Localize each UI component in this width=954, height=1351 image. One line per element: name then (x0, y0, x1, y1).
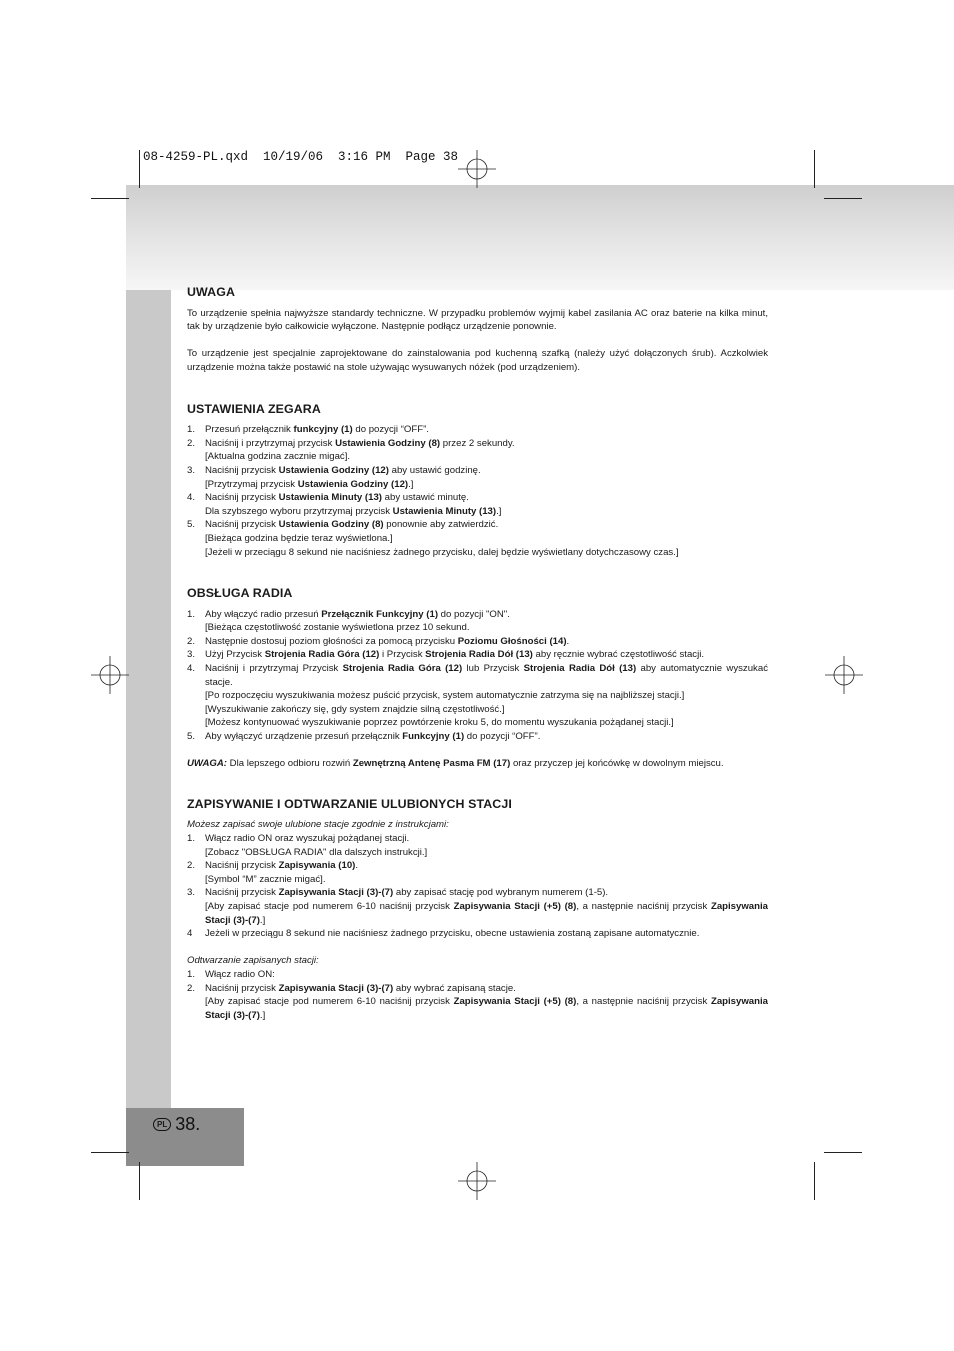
item-number: 5. (187, 731, 196, 743)
item-number: 4. (187, 663, 196, 675)
item-note: [Aby zapisać stacje pod numerem 6-10 naciśnij przycisk Zapisywania Stacji (+5) (8), a następnie naciśnij przycisk Zapisywania Stacji (3)-(7).] (205, 996, 769, 1021)
item-number: 1. (187, 608, 196, 620)
list-item (187, 423, 768, 437)
item-number: 3. (187, 464, 196, 476)
list-item (187, 464, 768, 478)
button-reference: Funkcyjny (1) (402, 731, 465, 743)
button-reference: Ustawienia Godziny (8) (278, 519, 384, 531)
item-text: aby ustawić minutę. (382, 492, 469, 504)
section-title: OBSŁUGA RADIA (187, 586, 293, 601)
crop-mark (91, 198, 129, 199)
registration-mark-top (458, 150, 496, 188)
item-note: [Aktualna godzina zacznie migać]. (205, 451, 351, 463)
button-reference: Strojenia Radia Dół (13) (523, 663, 637, 675)
section-stations (187, 798, 768, 1023)
list-item (187, 635, 768, 649)
item-text: . (355, 860, 359, 872)
crop-mark (824, 1152, 862, 1153)
crop-mark (91, 1152, 129, 1153)
item-text: Naciśnij przycisk (205, 860, 279, 872)
item-number: 1. (187, 833, 196, 844)
item-text: przez 2 sekundy. (440, 437, 515, 449)
button-reference: Zapisywania (10) (278, 860, 356, 872)
item-number: 5. (187, 519, 196, 531)
item-text: do pozycji “OFF”. (352, 424, 429, 436)
item-text: Przesuń przełącznik (205, 424, 294, 436)
crop-mark (814, 1162, 815, 1200)
item-text: Naciśnij przycisk (205, 982, 279, 994)
section-radio (187, 587, 768, 771)
item-note: [Symbol “M” zacznie migać]. (205, 873, 326, 885)
registration-mark-bottom (458, 1162, 496, 1200)
button-reference: Ustawienia Minuty (13) (278, 492, 382, 504)
item-number: 4 (187, 928, 193, 940)
item-note: [Po rozpoczęciu wyszukiwania możesz puścić przycisk, system automatycznie zatrzyma się na najbliższej stacji.] (205, 690, 685, 702)
registration-mark-right (825, 656, 863, 694)
item-text: Naciśnij przycisk (205, 464, 279, 476)
button-reference: Poziomu Głośności (14) (457, 635, 567, 647)
item-number: 4. (187, 492, 196, 504)
button-reference: Strojenia Radia Góra (12) (264, 649, 380, 661)
list-item (187, 982, 768, 996)
button-reference: Przełącznik Funkcyjny (1) (321, 608, 439, 620)
list-item (187, 662, 768, 689)
item-note: [Bieżąca godzina będzie teraz wyświetlona.] (205, 532, 393, 544)
item-text: aby zapisać stację pod wybranym numerem (1-5). (393, 887, 609, 899)
list-item (187, 730, 768, 744)
list-item (187, 491, 768, 505)
button-reference: Strojenia Radia Dół (13) (425, 649, 533, 661)
note-label: UWAGA: (187, 758, 227, 770)
item-text: Jeżeli w przeciągu 8 sekund nie naciśniesz żadnego przycisku, obecne ustawienia zostaną zapisane automatycznie. (205, 928, 700, 940)
item-number: 2. (187, 860, 196, 872)
item-number: 1. (187, 424, 196, 436)
registration-mark-left (91, 656, 129, 694)
side-gray-bar (126, 290, 171, 1110)
crop-mark (139, 1162, 140, 1200)
section-title: USTAWIENIA ZEGARA (187, 401, 321, 416)
item-note: [Przytrzymaj przycisk Ustawienia Godziny (12).] (205, 478, 414, 490)
item-text: aby ręcznie wybrać częstotliwość stacji. (532, 649, 705, 661)
intro-text: Możesz zapisać swoje ulubione stacje zgodnie z instrukcjami: (187, 819, 449, 831)
list-item (187, 437, 768, 451)
section-title: UWAGA (187, 285, 235, 299)
list-item (187, 648, 768, 662)
item-note: Dla szybszego wyboru przytrzymaj przycisk Ustawienia Minuty (13).] (205, 505, 502, 517)
item-text: aby ustawić godzinę. (388, 464, 481, 476)
list-item (187, 518, 768, 532)
item-text: Następnie dostosuj poziom głośności za pomocą przycisku (205, 635, 458, 647)
item-note: [Wyszukiwanie zakończy się, gdy system znajdzie silną częstotliwość.] (205, 703, 505, 715)
item-text: Naciśnij i przytrzymaj Przycisk (205, 663, 343, 675)
item-note: [Aby zapisać stacje pod numerem 6-10 naciśnij przycisk Zapisywania Stacji (+5) (8), a następnie naciśnij przycisk Zapisywania Stacji (3)-(7).] (205, 900, 769, 926)
item-text: do pozycji “OFF”. (464, 731, 541, 743)
item-text: Użyj Przycisk (205, 649, 265, 661)
item-text: Naciśnij przycisk (205, 887, 279, 899)
item-text: Aby wyłączyć urządzenie przesuń przełącznik (205, 731, 403, 743)
intro-text: Odtwarzanie zapisanych stacji: (187, 955, 319, 967)
item-text: Naciśnij przycisk (205, 492, 279, 504)
section-clock (187, 403, 768, 560)
item-note: [Bieżąca częstotliwość zostanie wyświetlona przez 10 sekund. (205, 622, 470, 634)
button-reference: Strojenia Radia Góra (12) (342, 663, 463, 675)
list-item (187, 927, 768, 941)
item-number: 2. (187, 437, 196, 449)
section-uwaga (187, 286, 768, 375)
button-reference: funkcyjny (1) (293, 424, 353, 436)
item-number: 2. (187, 982, 196, 994)
item-text: aby wybrać zapisaną stacje. (393, 982, 516, 994)
page-number (153, 1114, 200, 1135)
section-title: ZAPISYWANIE I ODTWARZANIE ULUBIONYCH STACJI (187, 796, 512, 811)
list-item (187, 832, 768, 846)
paragraph: To urządzenie jest specjalnie zaprojektowane do zainstalowania pod kuchenną szafką (należy użyć dołączonych śrub). Aczkolwiek urządzenie można także postawić na stole używając wysuwanych nóżek (pod urządzeniem). (187, 348, 768, 373)
item-number: 2. (187, 635, 196, 647)
list-item (187, 859, 768, 873)
item-text: Włącz radio ON: (205, 968, 275, 980)
main-content (187, 286, 768, 1022)
header-gradient-band (126, 185, 954, 290)
crop-mark (814, 150, 815, 188)
page-number-text: 38. (175, 1114, 201, 1134)
item-text: aby automatycznie wyszukać stacje. (205, 663, 768, 688)
crop-mark (824, 198, 862, 199)
item-note: [Jeżeli w przeciągu 8 sekund nie naciśniesz żadnego przycisku, dalej będzie wyświetlany dotychczasowy czas.] (205, 546, 679, 558)
item-note: [Możesz kontynuować wyszukiwanie poprzez powtórzenie kroku 5, do momentu wyszukania pożądanej stacji.] (205, 717, 674, 729)
paragraph: To urządzenie spełnia najwyższe standardy techniczne. W przypadku problemów wyjmij kabel zasilania AC oraz baterie na kilka minut, tak by urządzenie było całkowicie wyłączone. Następnie podłącz urządzenie ponownie. (187, 307, 768, 333)
item-text: ponownie aby zatwierdzić. (383, 519, 499, 531)
item-note: [Zobacz "OBSŁUGA RADIA" dla dalszych instrukcji.] (205, 846, 428, 858)
list-item (187, 608, 768, 622)
item-number: 3. (187, 649, 196, 661)
item-text: do pozycji "ON". (438, 608, 510, 620)
item-text: lub Przycisk (462, 663, 524, 675)
print-slug-line: 08-4259-PL.qxd 10/19/06 3:16 PM Page 38 (143, 150, 459, 164)
item-number: 1. (187, 968, 196, 980)
button-reference: Ustawienia Godziny (12) (278, 464, 389, 476)
button-reference: Zapisywania Stacji (3)-(7) (278, 982, 394, 994)
item-number: 3. (187, 887, 196, 899)
language-badge: PL (153, 1118, 171, 1131)
button-reference: Zapisywania Stacji (3)-(7) (278, 887, 394, 899)
item-text: . (566, 635, 570, 647)
button-reference: Zewnętrzną Antenę Pasma FM (17) (352, 758, 511, 770)
item-text: Włącz radio ON oraz wyszukaj pożądanej stacji. (205, 833, 410, 844)
item-text: Naciśnij przycisk (205, 519, 279, 531)
item-text: i Przycisk (379, 649, 426, 661)
button-reference: Ustawienia Godziny (8) (335, 437, 441, 449)
note-paragraph: UWAGA: Dla lepszego odbioru rozwiń Zewnętrzną Antenę Pasma FM (17) oraz przyczep jej końcówkę w dowolnym miejscu. (187, 758, 724, 770)
list-item (187, 968, 768, 982)
item-text: Naciśnij i przytrzymaj przycisk (205, 437, 336, 449)
item-text: Aby włączyć radio przesuń (205, 608, 322, 620)
crop-mark (139, 150, 140, 188)
list-item (187, 886, 768, 900)
